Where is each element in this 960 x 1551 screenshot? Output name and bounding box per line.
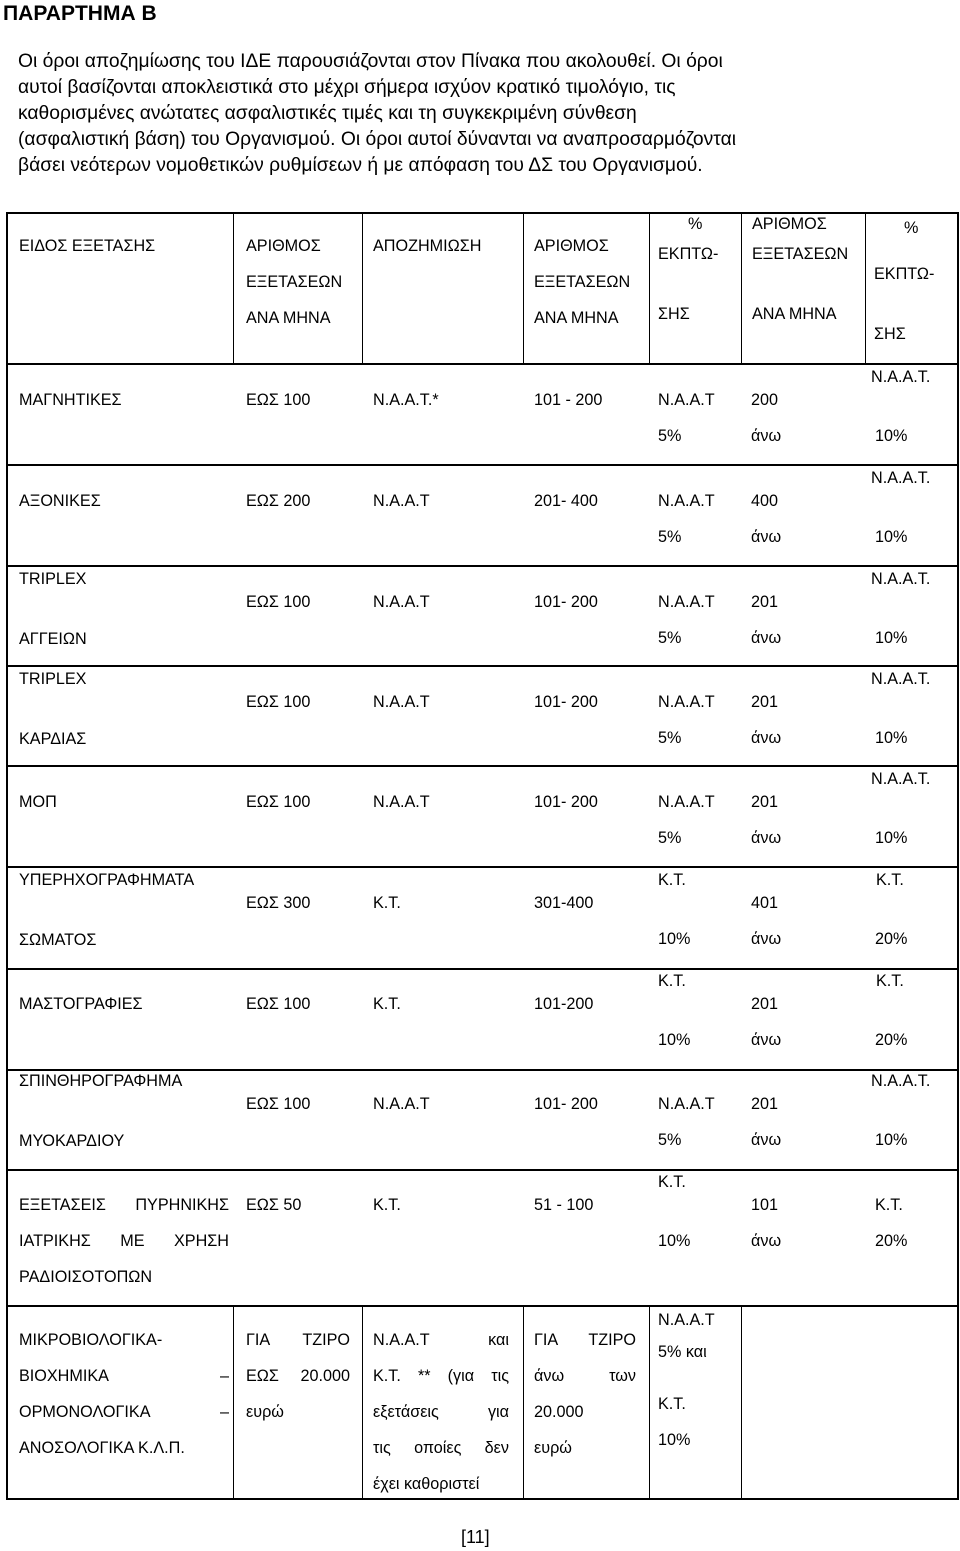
discount-2: Κ.Τ. bbox=[875, 1196, 903, 1214]
header-cell: ΕΚΠΤΩ- bbox=[874, 265, 935, 283]
monthly-count-3: 201 bbox=[751, 1095, 779, 1113]
exam-type: ΜΥΟΚΑΡΔΙΟΥ bbox=[19, 1132, 125, 1150]
monthly-count-2: 101- 200 bbox=[534, 793, 598, 811]
exam-type: ΙΑΤΡΙΚΗΣ bbox=[19, 1232, 91, 1250]
table-column-border bbox=[865, 212, 866, 364]
discount-2: 20% bbox=[875, 1031, 908, 1049]
monthly-count: ΕΩΣ 50 bbox=[246, 1196, 302, 1214]
table-row-border bbox=[6, 565, 959, 567]
monthly-count-2: 101- 200 bbox=[534, 693, 598, 711]
exam-type: ΧΡΗΣΗ bbox=[174, 1232, 229, 1250]
table-column-border bbox=[6, 212, 8, 1500]
table-column-border bbox=[362, 1305, 363, 1499]
monthly-count: ΕΩΣ 100 bbox=[246, 1095, 311, 1113]
compensation: Ν.Α.Α.Τ bbox=[373, 793, 430, 811]
discount: 10% bbox=[658, 1431, 691, 1449]
monthly-count: ΕΩΣ 200 bbox=[246, 492, 311, 510]
discount: 10% bbox=[658, 1232, 691, 1250]
intro-line: Οι όροι αποζημίωσης του ΙΔΕ παρουσιάζονται στον Πίνακα που ακολουθεί. Οι όροι bbox=[18, 51, 723, 72]
compensation-line bbox=[373, 1402, 509, 1422]
monthly-count-3: 200 bbox=[751, 391, 779, 409]
discount-2: Ν.Α.Α.Τ. bbox=[871, 570, 931, 588]
exam-type: TRIPLEX bbox=[19, 570, 87, 588]
discount-2: 20% bbox=[875, 930, 908, 948]
monthly-count-line bbox=[246, 1330, 350, 1350]
discount-2: 10% bbox=[875, 1131, 908, 1149]
compensation: δεν bbox=[484, 1439, 509, 1457]
compensation: ** bbox=[417, 1367, 431, 1385]
header-cell: ΣΗΣ bbox=[658, 305, 690, 323]
discount-2: 10% bbox=[875, 528, 908, 546]
table-column-border bbox=[362, 212, 363, 364]
table-column-border bbox=[233, 1305, 234, 1499]
header-cell: ΣΗΣ bbox=[874, 325, 906, 343]
monthly-count-3: άνω bbox=[751, 528, 782, 546]
table-row-border bbox=[6, 1305, 959, 1307]
intro-line: (ασφαλιστική βάση) του Οργανισμού. Οι όροι αυτοί δύνανται να αναπροσαρμόζονται bbox=[18, 129, 737, 150]
header-cell: ΑΡΙΘΜΟΣ bbox=[534, 237, 609, 255]
monthly-count: ΕΩΣ 100 bbox=[246, 693, 311, 711]
exam-type: – bbox=[219, 1403, 229, 1421]
intro-line: αυτοί βασίζονται αποκλειστικά στο μέχρι σήμερα ισχύον κρατικό τιμολόγιο, τις bbox=[18, 77, 676, 98]
monthly-count-line bbox=[246, 1366, 350, 1386]
discount-2: Ν.Α.Α.Τ. bbox=[871, 469, 931, 487]
intro-line: βάσει νεότερων νομοθετικών ρυθμίσεων ή με απόφαση του ΔΣ του Οργανισμού. bbox=[18, 155, 703, 176]
compensation: Ν.Α.Α.Τ bbox=[373, 1095, 430, 1113]
header-cell: ΕΙΔΟΣ ΕΞΕΤΑΣΗΣ bbox=[19, 237, 156, 255]
exam-type: ΒΙΟΧΗΜΙΚΑ bbox=[19, 1367, 109, 1385]
discount: Κ.Τ. bbox=[658, 1173, 686, 1191]
exam-type: ΣΠΙΝΘΗΡΟΓΡΑΦΗΜΑ bbox=[19, 1072, 183, 1090]
compensation-line bbox=[373, 1330, 509, 1350]
table-column-border bbox=[523, 1305, 524, 1499]
discount-2: Ν.Α.Α.Τ. bbox=[871, 770, 931, 788]
monthly-count: ΕΩΣ 100 bbox=[246, 391, 311, 409]
discount-2: Ν.Α.Α.Τ. bbox=[871, 670, 931, 688]
monthly-count-3: άνω bbox=[751, 1232, 782, 1250]
compensation: και bbox=[488, 1331, 509, 1349]
monthly-count-2: των bbox=[609, 1367, 636, 1385]
exam-type: ΠΥΡΗΝΙΚΗΣ bbox=[135, 1196, 229, 1214]
monthly-count-3: άνω bbox=[751, 427, 782, 445]
exam-type: ΡΑΔΙΟΙΣΟΤΟΠΩΝ bbox=[19, 1268, 153, 1286]
monthly-count: ΕΩΣ 100 bbox=[246, 793, 311, 811]
exam-type: ΕΞΕΤΑΣΕΙΣ bbox=[19, 1196, 106, 1214]
discount: Ν.Α.Α.Τ bbox=[658, 492, 715, 510]
monthly-count: ΤΖΙΡΟ bbox=[302, 1331, 350, 1349]
monthly-count-2-line bbox=[534, 1366, 636, 1386]
monthly-count: 20.000 bbox=[300, 1367, 350, 1385]
compensation: έχει καθοριστεί bbox=[373, 1475, 480, 1493]
monthly-count-3: άνω bbox=[751, 930, 782, 948]
discount: 5% bbox=[658, 528, 682, 546]
monthly-count-3: άνω bbox=[751, 629, 782, 647]
discount-2: Ν.Α.Α.Τ. bbox=[871, 368, 931, 386]
table-row-border bbox=[6, 765, 959, 767]
exam-type: ΑΝΟΣΟΛΟΓΙΚΑ Κ.Λ.Π. bbox=[19, 1439, 185, 1457]
exam-type: – bbox=[219, 1367, 229, 1385]
compensation: οποίες bbox=[414, 1439, 462, 1457]
header-cell: ΑΝΑ ΜΗΝΑ bbox=[752, 305, 837, 323]
exam-type-line bbox=[19, 1366, 229, 1386]
compensation: Ν.Α.Α.Τ.* bbox=[373, 391, 439, 409]
compensation: Κ.Τ. bbox=[373, 1196, 401, 1214]
compensation: Κ.Τ. bbox=[373, 894, 401, 912]
compensation: εξετάσεις bbox=[373, 1403, 439, 1421]
monthly-count-3: άνω bbox=[751, 729, 782, 747]
exam-type: ΑΓΓΕΙΩΝ bbox=[19, 630, 87, 648]
appendix-heading: ΠΑΡΑΡΤΗΜΑ Β bbox=[3, 2, 157, 25]
table-row-border bbox=[6, 363, 959, 365]
exam-type: ΜΕ bbox=[120, 1232, 145, 1250]
table-row-border bbox=[6, 665, 959, 667]
monthly-count-3: 201 bbox=[751, 593, 779, 611]
discount: Ν.Α.Α.Τ bbox=[658, 593, 715, 611]
intro-line: καθορισμένες ανώτατες ασφαλιστικές τιμές και τη συγκεκριμένη σύνθεση bbox=[18, 103, 637, 124]
discount: 5% bbox=[658, 629, 682, 647]
exam-type: ΚΑΡΔΙΑΣ bbox=[19, 730, 87, 748]
monthly-count-3: 400 bbox=[751, 492, 779, 510]
discount: 5% bbox=[658, 427, 682, 445]
compensation: Κ.Τ. bbox=[373, 995, 401, 1013]
compensation: Ν.Α.Α.Τ bbox=[373, 693, 430, 711]
monthly-count-3: 201 bbox=[751, 995, 779, 1013]
monthly-count-3: 201 bbox=[751, 793, 779, 811]
table-column-border bbox=[741, 212, 742, 364]
discount: 5% bbox=[658, 829, 682, 847]
compensation-line bbox=[373, 1366, 509, 1386]
monthly-count-2: 301-400 bbox=[534, 894, 594, 912]
header-cell: % bbox=[688, 215, 703, 233]
discount-2: Κ.Τ. bbox=[876, 871, 904, 889]
monthly-count: ΕΩΣ bbox=[246, 1367, 279, 1385]
discount: Ν.Α.Α.Τ bbox=[658, 391, 715, 409]
compensation: για bbox=[487, 1403, 509, 1421]
discount-2: 20% bbox=[875, 1232, 908, 1250]
exam-type-line bbox=[19, 1231, 229, 1251]
table-column-border bbox=[649, 212, 650, 364]
monthly-count-3: 401 bbox=[751, 894, 779, 912]
table-row-border bbox=[6, 968, 959, 970]
exam-type: ΥΠΕΡΗΧΟΓΡΑΦΗΜΑΤΑ bbox=[19, 871, 195, 889]
compensation: τις bbox=[491, 1367, 509, 1385]
discount: 10% bbox=[658, 1031, 691, 1049]
exam-type: ΜΙΚΡΟΒΙΟΛΟΓΙΚΑ- bbox=[19, 1331, 163, 1349]
table-column-border bbox=[649, 1305, 650, 1499]
discount: Ν.Α.Α.Τ bbox=[658, 693, 715, 711]
monthly-count-2: ευρώ bbox=[534, 1439, 572, 1457]
discount-2: 10% bbox=[875, 629, 908, 647]
exam-type: ΜΑΓΝΗΤΙΚΕΣ bbox=[19, 391, 122, 409]
monthly-count-2: άνω bbox=[534, 1367, 565, 1385]
monthly-count-2: 51 - 100 bbox=[534, 1196, 594, 1214]
monthly-count: ΕΩΣ 300 bbox=[246, 894, 311, 912]
monthly-count-2: 101- 200 bbox=[534, 1095, 598, 1113]
discount: 5% bbox=[658, 1131, 682, 1149]
header-cell: ΕΞΕΤΑΣΕΩΝ bbox=[246, 273, 343, 291]
discount-2: Ν.Α.Α.Τ. bbox=[871, 1072, 931, 1090]
table-column-border bbox=[957, 212, 959, 1500]
monthly-count-2: 20.000 bbox=[534, 1403, 584, 1421]
compensation: Ν.Α.Α.Τ bbox=[373, 492, 430, 510]
discount-2: 10% bbox=[875, 729, 908, 747]
monthly-count: ΕΩΣ 100 bbox=[246, 995, 311, 1013]
header-cell: ΑΠΟΖΗΜΙΩΣΗ bbox=[373, 237, 482, 255]
monthly-count-2-line bbox=[534, 1330, 636, 1350]
table-row-border bbox=[6, 1169, 959, 1171]
header-cell: ΑΝΑ ΜΗΝΑ bbox=[534, 309, 619, 327]
discount: Κ.Τ. bbox=[658, 1395, 686, 1413]
discount: Κ.Τ. bbox=[658, 871, 686, 889]
monthly-count: ευρώ bbox=[246, 1403, 284, 1421]
exam-type: ΣΩΜΑΤΟΣ bbox=[19, 931, 97, 949]
monthly-count-3: 101 bbox=[751, 1196, 779, 1214]
exam-type: ΜΟΠ bbox=[19, 793, 57, 811]
discount: Ν.Α.Α.Τ bbox=[658, 793, 715, 811]
table-column-border bbox=[741, 1305, 742, 1499]
header-cell: ΕΚΠΤΩ- bbox=[658, 245, 719, 263]
compensation: (για bbox=[447, 1367, 475, 1385]
compensation: Κ.Τ. bbox=[373, 1367, 401, 1385]
table-row-border bbox=[6, 464, 959, 466]
exam-type-line bbox=[19, 1402, 229, 1422]
monthly-count-2: 101 - 200 bbox=[534, 391, 603, 409]
monthly-count-3: άνω bbox=[751, 1031, 782, 1049]
monthly-count-3: άνω bbox=[751, 829, 782, 847]
monthly-count-3: 201 bbox=[751, 693, 779, 711]
discount: 5% bbox=[658, 729, 682, 747]
exam-type: ΑΞΟΝΙΚΕΣ bbox=[19, 492, 101, 510]
header-cell: % bbox=[904, 219, 919, 237]
header-cell: ΑΝΑ ΜΗΝΑ bbox=[246, 309, 331, 327]
monthly-count-2: 101-200 bbox=[534, 995, 594, 1013]
table-column-border bbox=[233, 212, 234, 364]
discount-2: 10% bbox=[875, 427, 908, 445]
discount: Ν.Α.Α.Τ bbox=[658, 1311, 715, 1329]
compensation-line bbox=[373, 1438, 509, 1458]
discount-2: 10% bbox=[875, 829, 908, 847]
header-cell: ΑΡΙΘΜΟΣ bbox=[246, 237, 321, 255]
monthly-count: ΓΙΑ bbox=[246, 1331, 271, 1349]
discount: Ν.Α.Α.Τ bbox=[658, 1095, 715, 1113]
table-column-border bbox=[523, 212, 524, 364]
monthly-count: ΕΩΣ 100 bbox=[246, 593, 311, 611]
compensation: τις bbox=[373, 1439, 391, 1457]
discount: Κ.Τ. bbox=[658, 972, 686, 990]
exam-type: TRIPLEX bbox=[19, 670, 87, 688]
table-row-border bbox=[6, 1498, 959, 1500]
header-cell: ΕΞΕΤΑΣΕΩΝ bbox=[752, 245, 849, 263]
discount-2: Κ.Τ. bbox=[876, 972, 904, 990]
discount: 10% bbox=[658, 930, 691, 948]
header-cell: ΑΡΙΘΜΟΣ bbox=[752, 215, 827, 233]
monthly-count-3: άνω bbox=[751, 1131, 782, 1149]
monthly-count-2: 201- 400 bbox=[534, 492, 598, 510]
monthly-count-2: ΤΖΙΡΟ bbox=[588, 1331, 636, 1349]
table-row-border bbox=[6, 866, 959, 868]
header-cell: ΕΞΕΤΑΣΕΩΝ bbox=[534, 273, 631, 291]
compensation: Ν.Α.Α.Τ bbox=[373, 1331, 430, 1349]
compensation: Ν.Α.Α.Τ bbox=[373, 593, 430, 611]
intro-paragraph bbox=[18, 49, 948, 179]
monthly-count-2: 101- 200 bbox=[534, 593, 598, 611]
exam-type: ΜΑΣΤΟΓΡΑΦΙΕΣ bbox=[19, 995, 143, 1013]
page-number: [11] bbox=[461, 1527, 490, 1547]
discount: 5% και bbox=[658, 1343, 707, 1361]
exam-type-line bbox=[19, 1195, 229, 1215]
monthly-count-2: ΓΙΑ bbox=[534, 1331, 559, 1349]
exam-type: ΟΡΜΟΝΟΛΟΓΙΚΑ bbox=[19, 1403, 151, 1421]
